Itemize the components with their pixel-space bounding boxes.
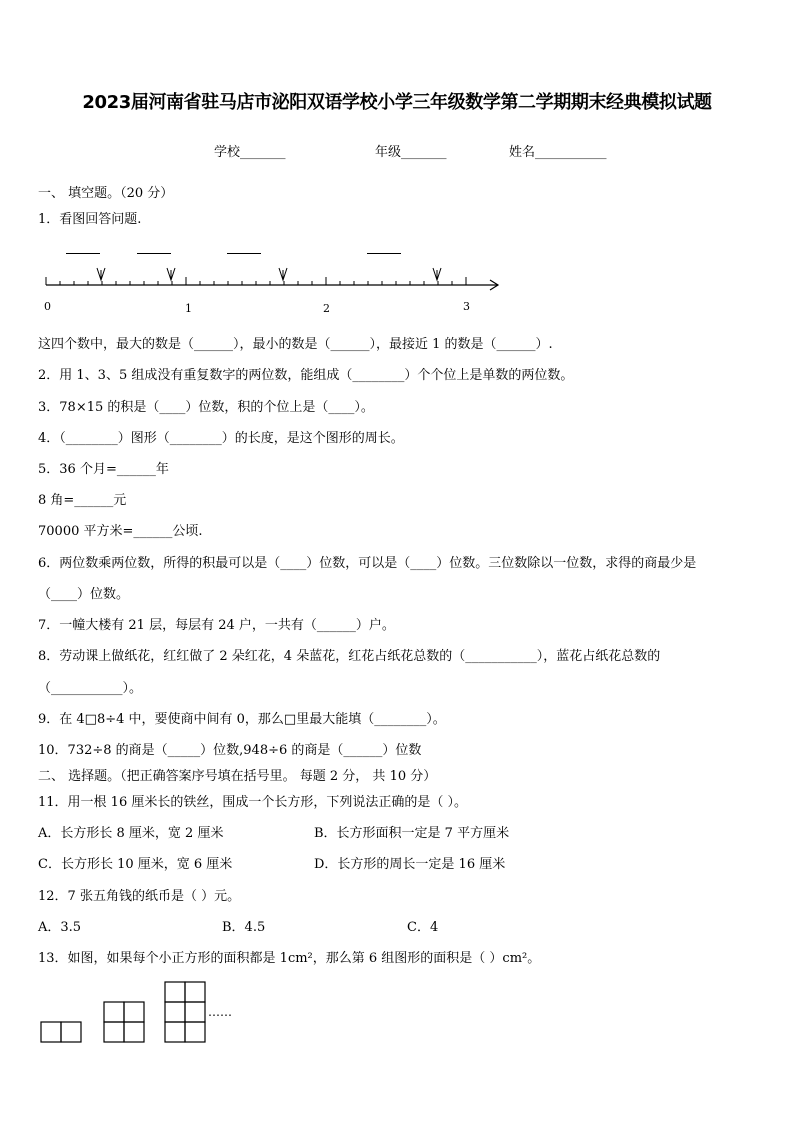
page-title: 2023届河南省驻马店市泌阳双语学校小学三年级数学第二学期期末经典模拟试题 — [82, 92, 712, 113]
question-1b: 这四个数中，最大的数是（______），最小的数是（______），最接近 1 的数是（______）. — [38, 337, 553, 352]
option-12c: C．4 — [407, 920, 439, 935]
tick-label-2: 2 — [323, 302, 330, 315]
tick-label-0: 0 — [44, 300, 51, 313]
tick-label-1: 1 — [185, 302, 192, 315]
ellipsis: …… — [208, 1005, 232, 1019]
option-11d: D．长方形的周长一定是 16 厘米 — [314, 857, 506, 872]
question-5b: 8 角=______元 — [38, 493, 127, 508]
question-2: 2．用 1、3、5 组成没有重复数字的两位数，能组成（________）个个位上是单数的两位数。 — [38, 368, 574, 383]
question-3: 3．78×15 的积是（____）位数，积的个位上是（____）。 — [38, 400, 374, 415]
option-11b: B．长方形面积一定是 7 平方厘米 — [314, 826, 510, 841]
number-line-ticks — [46, 277, 466, 285]
option-12b: B．4.5 — [222, 920, 266, 935]
question-1: 1．看图回答问题. — [38, 212, 142, 227]
question-11: 11．用一根 16 厘米长的铁丝，围成一个长方形，下列说法正确的是（ ）。 — [38, 795, 467, 810]
question-8b: （___________）。 — [38, 681, 143, 696]
square-pattern-figure — [38, 980, 258, 1050]
question-13: 13．如图，如果每个小正方形的面积都是 1cm²，那么第 6 组图形的面积是（ ）cm²。 — [38, 951, 541, 966]
question-6b: （____）位数。 — [38, 587, 130, 602]
option-12a: A．3.5 — [38, 920, 82, 935]
square — [41, 1022, 61, 1042]
question-6a: 6．两位数乘两位数，所得的积最可以是（____）位数，可以是（____）位数。三位数除以一位数，求得的商最少是 — [38, 556, 697, 571]
question-4: 4．（________）图形（________）的长度，是这个图形的周长。 — [38, 431, 404, 446]
question-5c: 70000 平方米=______公顷. — [38, 524, 203, 539]
section-heading-choice: 二、 选择题。（把正确答案序号填在括号里。 每题 2 分， 共 10 分） — [38, 769, 437, 784]
option-11c: C．长方形长 10 厘米，宽 6 厘米 — [38, 857, 233, 872]
school-field: 学校_______ — [214, 145, 286, 160]
tick-label-3: 3 — [463, 300, 470, 313]
question-12: 12．7 张五角钱的纸币是（ ）元。 — [38, 889, 241, 904]
name-field: 姓名___________ — [509, 145, 607, 160]
square — [61, 1022, 81, 1042]
question-9: 9．在 4□8÷4 中，要使商中间有 0，那么□里最大能填（________）。 — [38, 712, 446, 727]
section-heading-fill: 一、 填空题。（20 分） — [38, 186, 174, 201]
grade-field: 年级_______ — [375, 145, 447, 160]
option-11a: A．长方形长 8 厘米，宽 2 厘米 — [38, 826, 224, 841]
marker-arrows — [97, 268, 441, 280]
question-10: 10．732÷8 的商是（_____）位数,948÷6 的商是（______）位数 — [38, 743, 422, 758]
question-8a: 8．劳动课上做纸花，红红做了 2 朵红花，4 朵蓝花，红花占纸花总数的（___________），蓝花占纸花总数的 — [38, 649, 661, 664]
question-7: 7．一幢大楼有 21 层，每层有 24 户，一共有（______）户。 — [38, 618, 395, 633]
number-line — [38, 240, 508, 320]
question-5a: 5．36 个月=______年 — [38, 462, 169, 477]
